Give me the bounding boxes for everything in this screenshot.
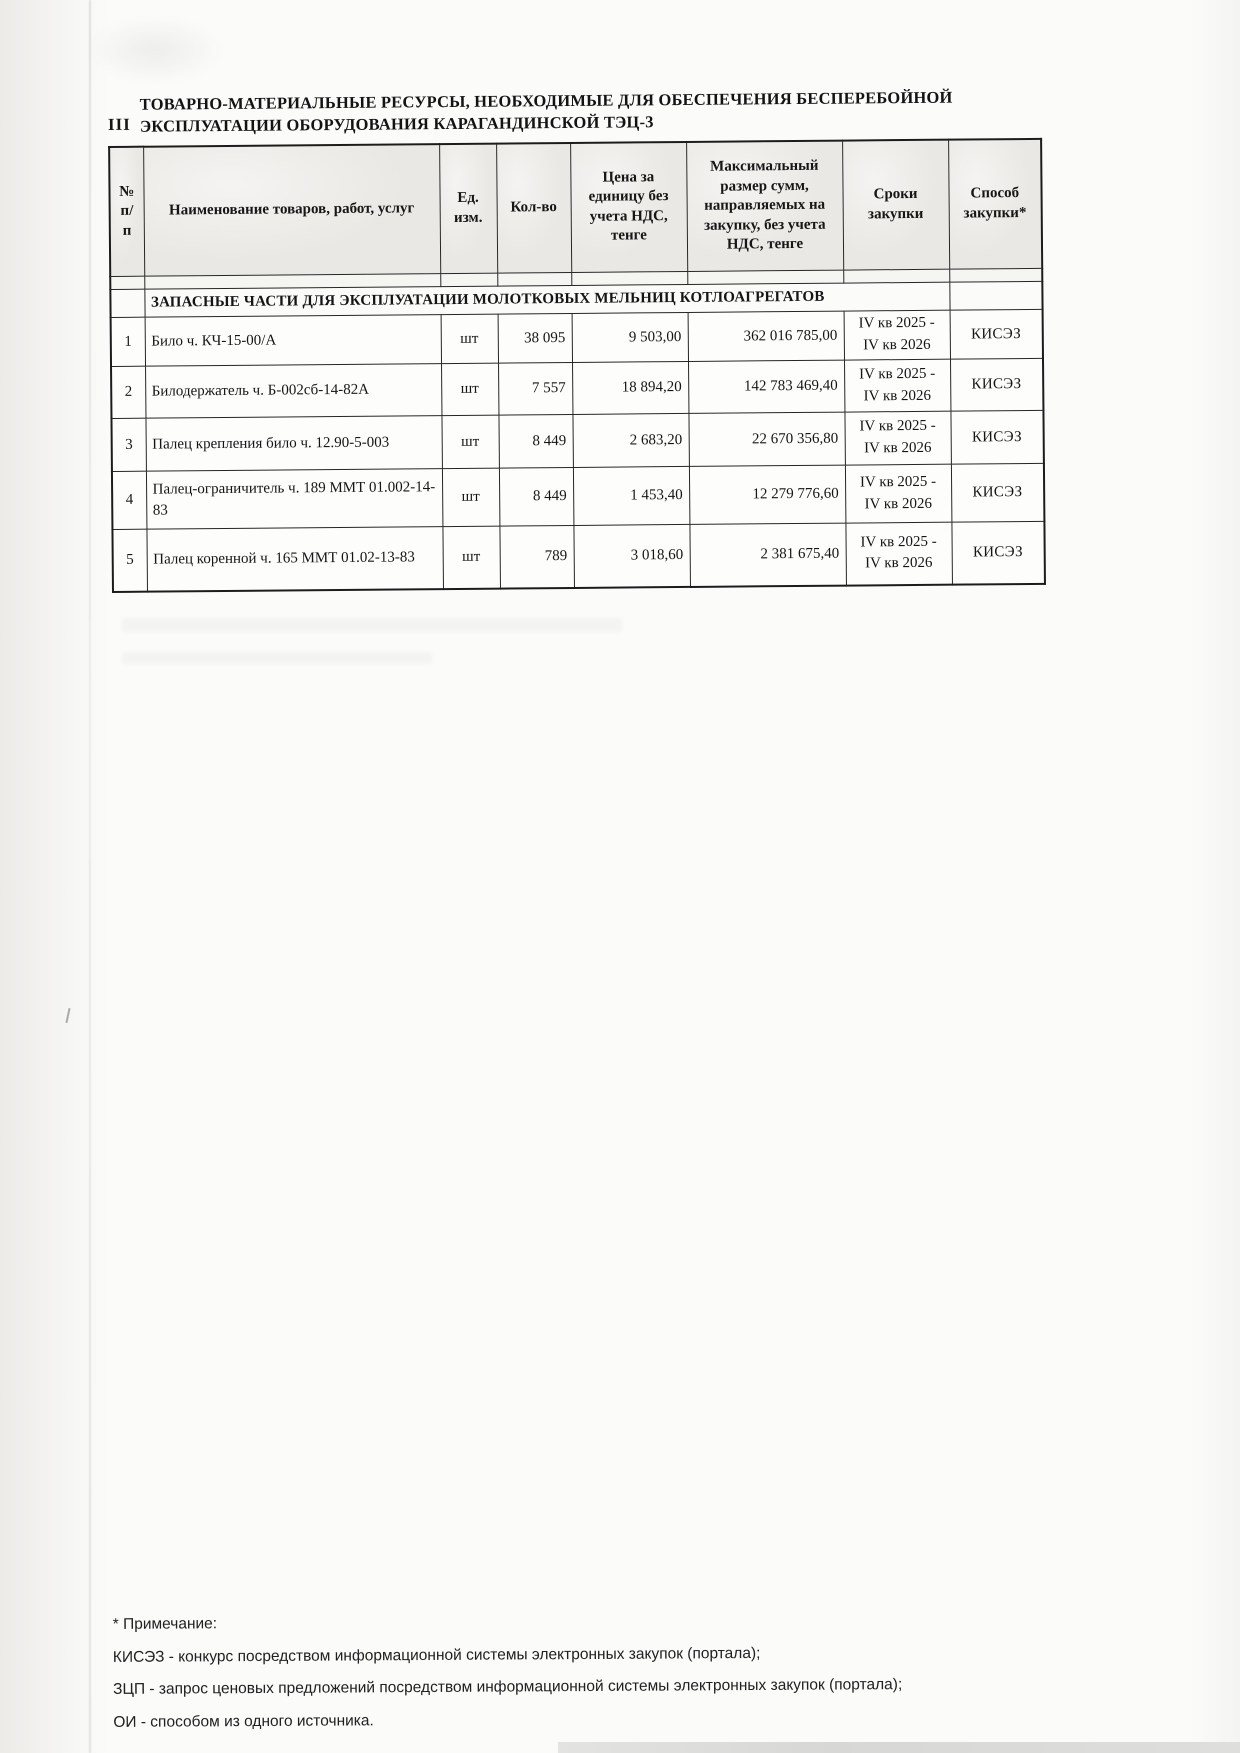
- page-title-line2: ЭКСПЛУАТАЦИИ ОБОРУДОВАНИЯ КАРАГАНДИНСКОЙ ТЭЦ-3: [139, 112, 654, 136]
- col-header-num: № п/п: [109, 146, 144, 276]
- col-header-method: Способ закупки*: [948, 138, 1042, 269]
- col-header-unit: Ед. изм.: [439, 143, 497, 273]
- cell-period: IV кв 2025 - IV кв 2026: [844, 359, 950, 412]
- footnote-title: * Примечание:: [112, 1615, 218, 1633]
- table-row: [112, 463, 1044, 529]
- cell-name: Билодержатель ч. Б-002сб-14-82А: [145, 364, 441, 419]
- cell-name: Било ч. КЧ-15-00/А: [145, 315, 441, 367]
- document-content: [108, 86, 1052, 593]
- cell-name: Палец-ограничитель ч. 189 ММТ 01.002-14-83: [146, 469, 442, 530]
- section-title-block: [108, 86, 1048, 138]
- footnote-kisez: КИСЭЗ - конкурс посредством информационной системы электронных закупок (портала);: [112, 1644, 761, 1666]
- page-title: [134, 87, 953, 138]
- spacer-cell: [843, 269, 949, 283]
- spacer-cell: [440, 273, 497, 286]
- bleed-through-artifact: [122, 652, 432, 664]
- bleed-through-artifact: [122, 618, 622, 632]
- col-header-name: Наименование товаров, работ, услуг: [143, 144, 440, 277]
- cell-max-sum: 142 783 469,40: [688, 360, 844, 413]
- cell-method: КИСЭЗ: [950, 309, 1043, 359]
- cell-num: 5: [112, 529, 147, 591]
- cell-qty: 7 557: [498, 362, 572, 415]
- spacer-cell: [497, 272, 571, 286]
- section-row-num-cell: [110, 289, 144, 317]
- cell-unit: шт: [442, 468, 500, 526]
- procurement-table: [108, 137, 1046, 592]
- cell-price: 1 453,40: [573, 466, 690, 525]
- cell-qty: 8 449: [498, 414, 572, 468]
- table-row: [112, 521, 1045, 591]
- table-row: [111, 410, 1043, 471]
- cell-period: IV кв 2025 - IV кв 2026: [845, 522, 952, 585]
- cell-period: IV кв 2025 - IV кв 2026: [844, 310, 950, 360]
- spacer-cell: [687, 270, 843, 284]
- cell-max-sum: 22 670 356,80: [688, 412, 844, 466]
- spacer-cell: [949, 268, 1042, 282]
- cell-name: Палец коренной ч. 165 ММТ 01.02-13-83: [146, 527, 443, 592]
- table-header-row: [109, 138, 1042, 276]
- cell-max-sum: 362 016 785,00: [688, 311, 844, 361]
- scan-smudge-artifact: [85, 15, 225, 85]
- section-number: III: [107, 114, 131, 134]
- cell-price: 3 018,60: [573, 524, 690, 587]
- col-header-price: Цена за единицу без учета НДС, тенге: [570, 141, 687, 272]
- cell-unit: шт: [441, 314, 498, 363]
- cell-method: КИСЭЗ: [951, 521, 1045, 584]
- section-row-method-cell: [949, 281, 1042, 310]
- spacer-cell: [110, 276, 144, 289]
- cell-max-sum: 2 381 675,40: [689, 523, 846, 586]
- footnote-zcp: ЗЦП - запрос ценовых предложений посредством информационной системы электронных закупок (портала);: [113, 1676, 903, 1698]
- cell-num: 4: [112, 471, 147, 529]
- cell-period: IV кв 2025 - IV кв 2026: [845, 464, 952, 523]
- cell-name: Палец крепления било ч. 12.90-5-003: [145, 416, 441, 472]
- cell-unit: шт: [441, 415, 498, 468]
- cell-method: КИСЭЗ: [951, 463, 1045, 522]
- cell-price: 18 894,20: [572, 361, 688, 414]
- pencil-mark-artifact: [65, 1008, 70, 1023]
- cell-num: 2: [111, 366, 145, 418]
- cell-qty: 789: [499, 525, 574, 588]
- cell-num: 1: [111, 317, 145, 366]
- scan-edge-band-artifact: [558, 1742, 1240, 1753]
- cell-num: 3: [111, 418, 145, 471]
- cell-unit: шт: [442, 526, 500, 588]
- table-row: [111, 358, 1043, 418]
- col-header-max-sum: Максимальный размер сумм, направляемых на закупку, без учета НДС, тенге: [686, 140, 843, 271]
- table-row: [111, 309, 1043, 366]
- section-row-title: ЗАПАСНЫЕ ЧАСТИ ДЛЯ ЭКСПЛУАТАЦИИ МОЛОТКОВЫХ МЕЛЬНИЦ КОТЛОАГРЕГАТОВ: [144, 282, 949, 317]
- page-title-line1: ТОВАРНО-МАТЕРИАЛЬНЫЕ РЕСУРСЫ, НЕОБХОДИМЫЕ ДЛЯ ОБЕСПЕЧЕНИЯ БЕСПЕРЕБОЙНОЙ: [139, 87, 953, 114]
- cell-period: IV кв 2025 - IV кв 2026: [844, 411, 950, 465]
- cell-qty: 8 449: [499, 467, 574, 526]
- cell-qty: 38 095: [498, 313, 572, 363]
- cell-max-sum: 12 279 776,60: [689, 465, 846, 524]
- cell-method: КИСЭЗ: [950, 358, 1043, 411]
- cell-price: 9 503,00: [572, 312, 688, 362]
- spacer-cell: [571, 271, 687, 285]
- cell-method: КИСЭЗ: [950, 410, 1043, 464]
- col-header-qty: Кол-во: [496, 142, 571, 273]
- cell-unit: шт: [441, 363, 498, 415]
- footnote-oi: ОИ - способом из одного источника.: [113, 1711, 374, 1731]
- cell-price: 2 683,20: [572, 413, 688, 467]
- col-header-period: Сроки закупки: [842, 139, 949, 270]
- footnotes-block: [113, 1603, 1064, 1739]
- scan-crease-artifact: [89, 0, 91, 1753]
